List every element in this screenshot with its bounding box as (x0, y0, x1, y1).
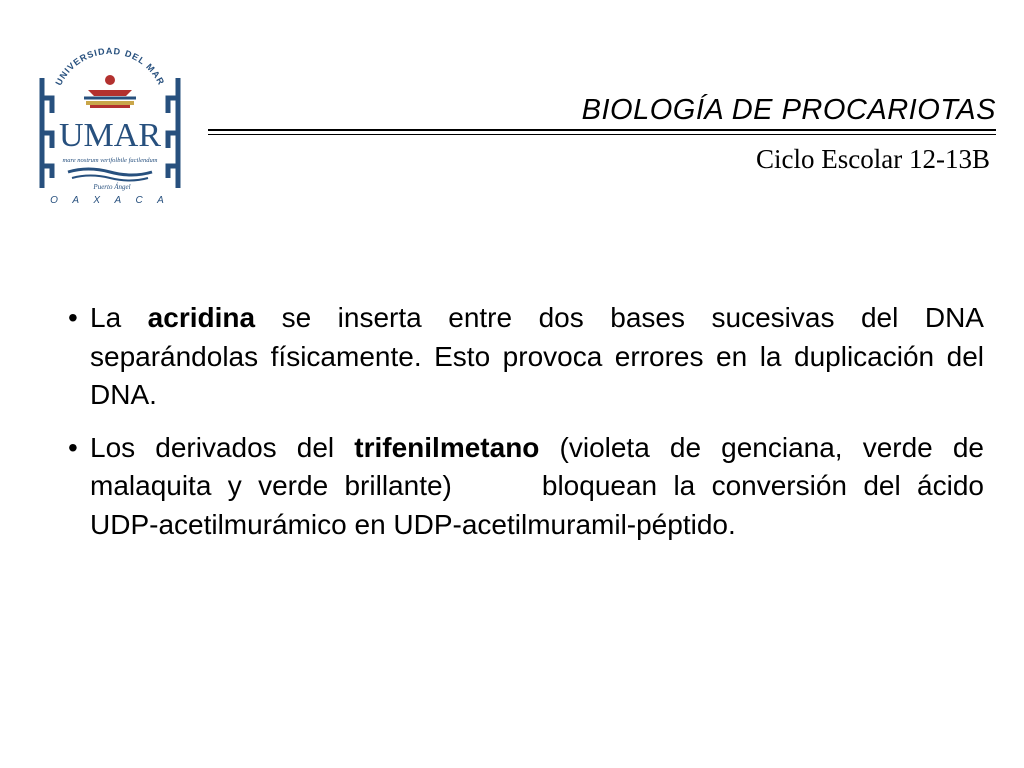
bullet-item (68, 299, 984, 415)
bullet-list (68, 299, 984, 558)
bullet-bold-term: trifenilmetano (354, 431, 540, 463)
bullet-dot-icon: • (68, 431, 78, 463)
header-divider-top (208, 129, 996, 131)
svg-text:UMAR: UMAR (58, 117, 162, 154)
header-divider-bottom (208, 134, 996, 135)
logo-emblem-icon (28, 38, 192, 208)
university-logo (28, 38, 192, 208)
bullet-text: (violeta de genciana, verde de malaquita y verde brillante) (90, 431, 984, 501)
page-subtitle: Ciclo Escolar 12-13B (756, 144, 990, 174)
bullet-text: Los derivados del (90, 431, 355, 463)
page-title: BIOLOGÍA DE PROCARIOTAS (581, 94, 996, 126)
bullet-text: bloquean la conversión del ácido UDP-acetilmurámico en UDP-acetilmuramil-péptido. (90, 470, 984, 540)
svg-text:Puerto Ángel: Puerto Ángel (93, 183, 131, 191)
svg-text:mare nostrum verifolbile facil: mare nostrum verifolbile facilendum (62, 157, 158, 164)
bullet-text: se inserta entre dos bases sucesivas del DNA separándolas físicamente. Esto provoca errores en la duplicación del DNA. (90, 302, 984, 410)
bullet-dot-icon: • (68, 302, 78, 333)
svg-text:O A X A C A: O A X A C A (50, 195, 170, 206)
svg-text:UNIVERSIDAD DEL MAR: UNIVERSIDAD DEL MAR (53, 45, 167, 88)
bullet-item (68, 429, 984, 545)
bullet-text: La (90, 302, 148, 333)
bullet-bold-term: acridina (147, 302, 256, 333)
